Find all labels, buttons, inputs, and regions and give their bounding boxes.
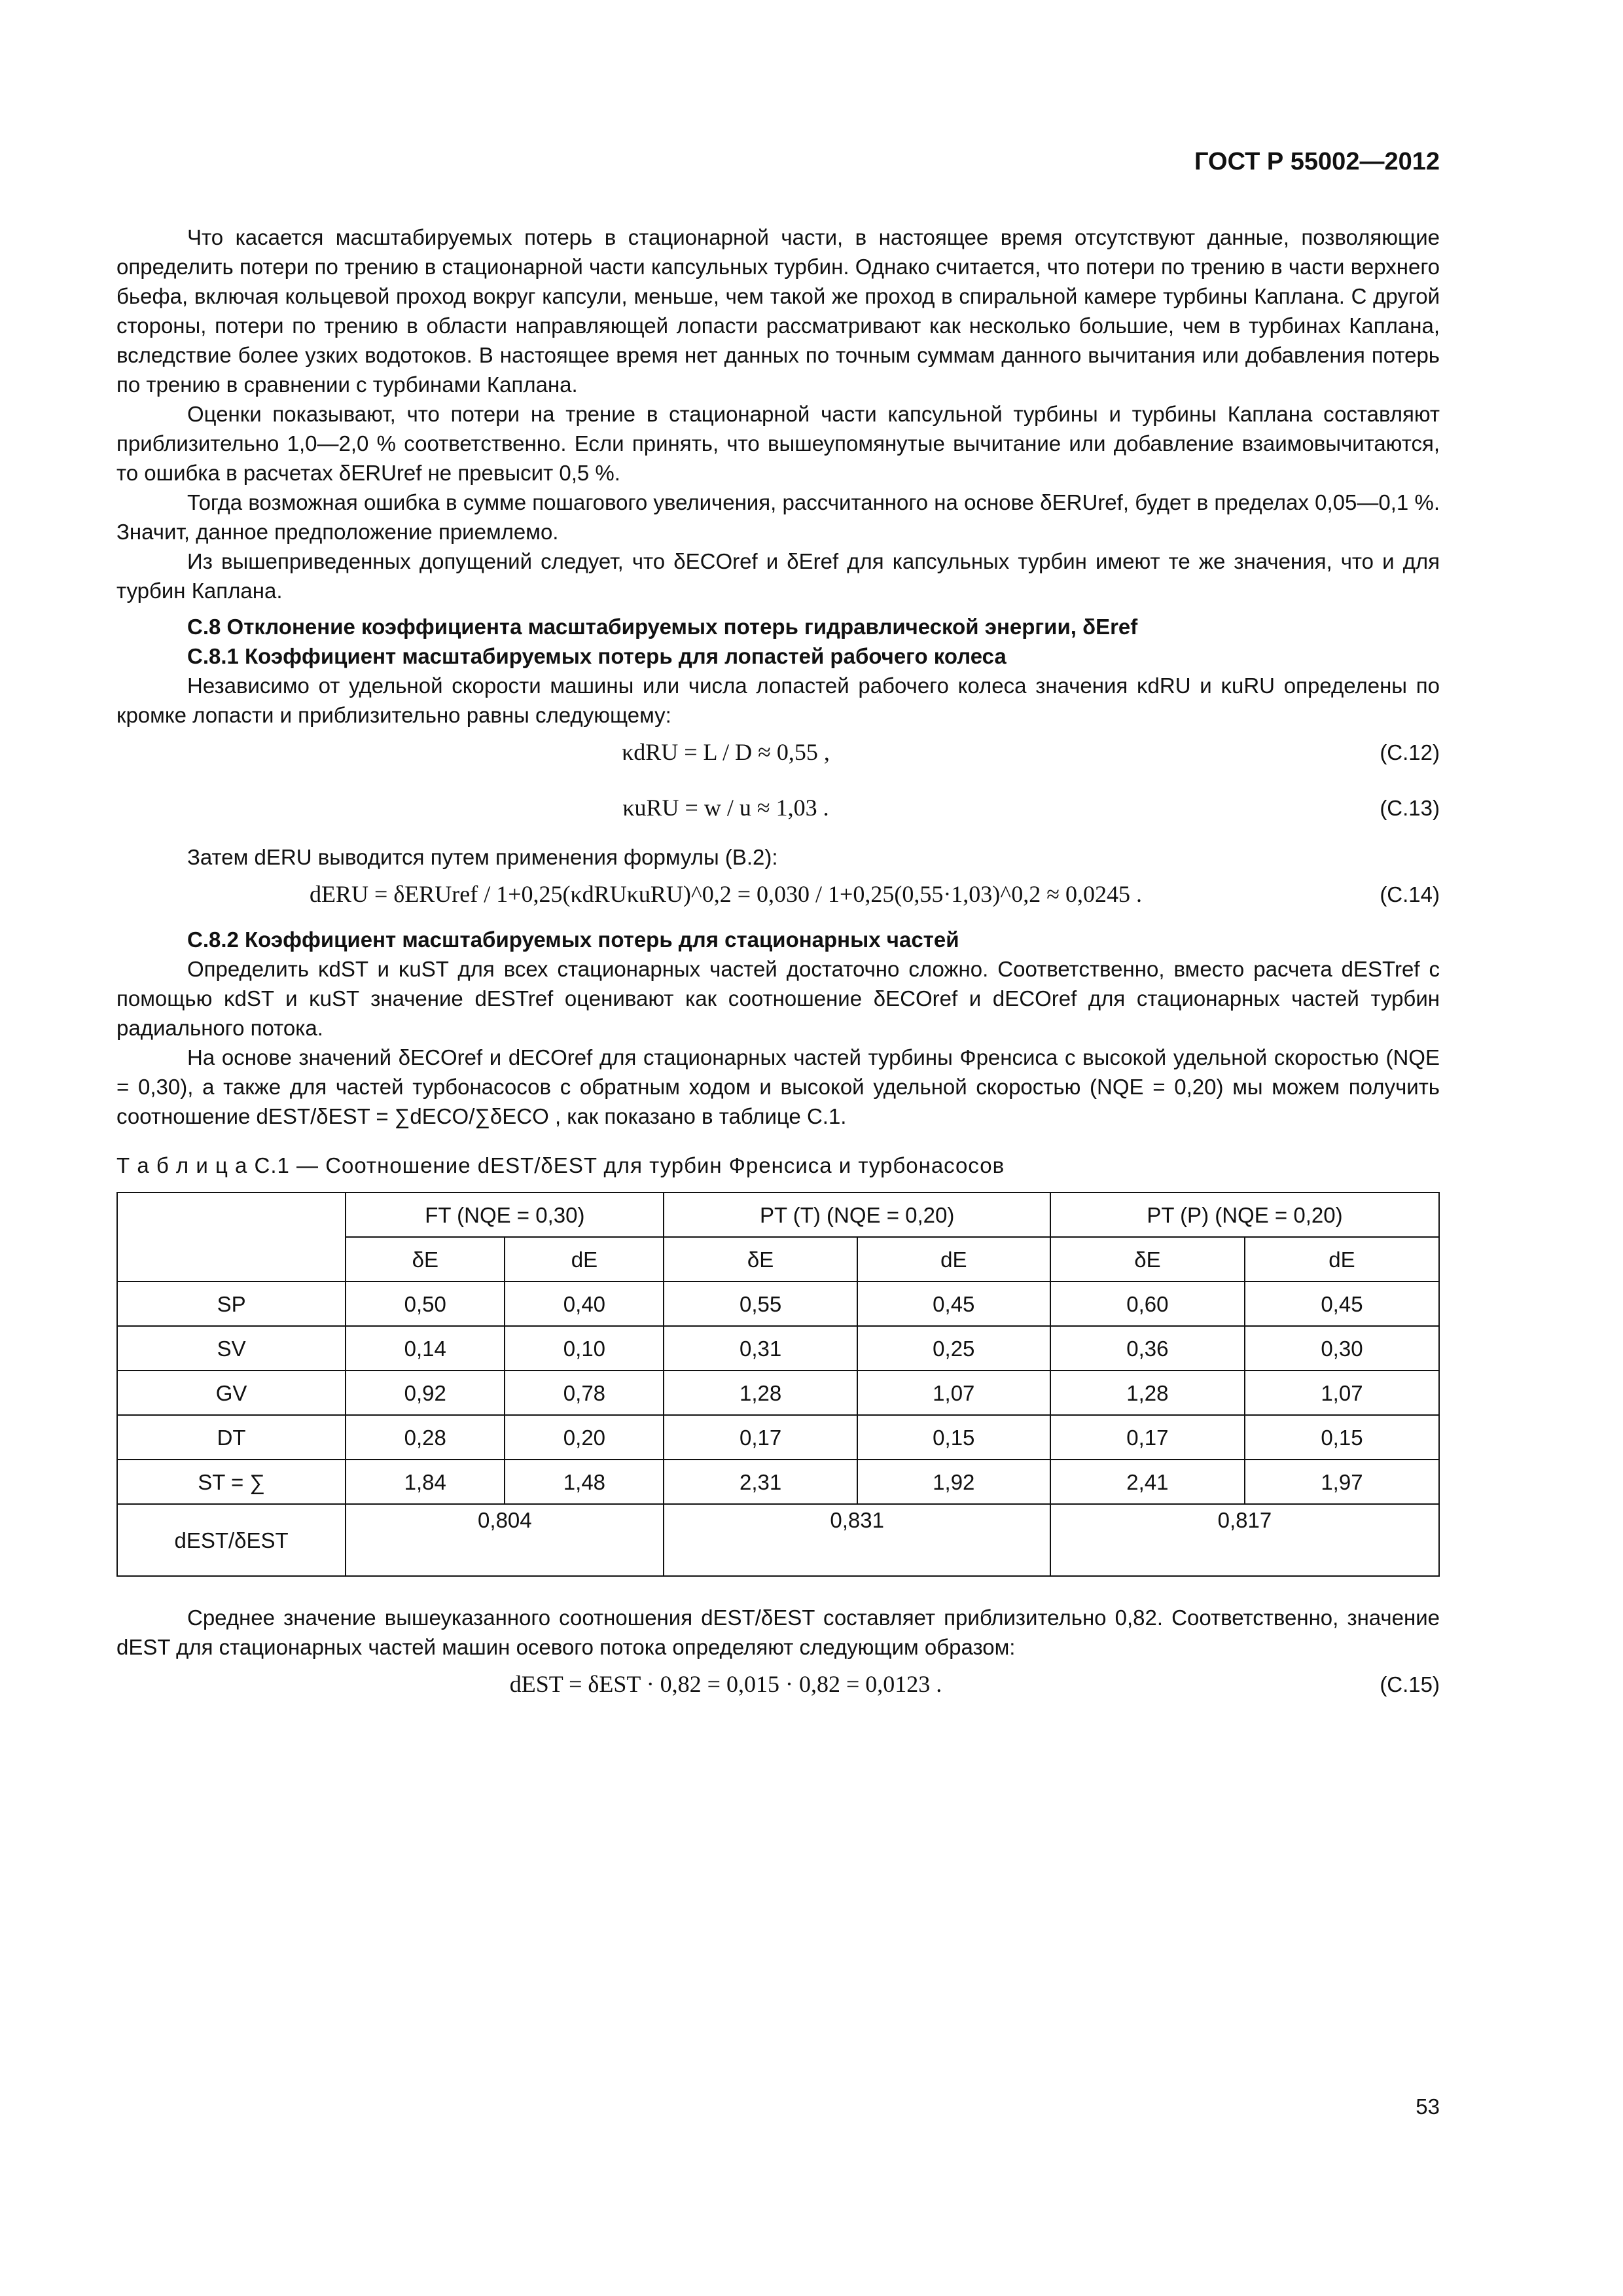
table-cell: 0,28 [346,1415,505,1460]
table-cell: 1,48 [505,1460,664,1504]
sub-header: δE [1050,1237,1245,1282]
table-cell: 0,831 [664,1504,1050,1576]
row-label: ST = ∑ [117,1460,346,1504]
table-cell: 1,92 [857,1460,1050,1504]
subsection-heading: С.8.1 Коэффициент масштабируемых потерь для лопастей рабочего колеса [187,644,1007,668]
equation-c14 [116,880,1440,909]
table-header-row [117,1193,1439,1237]
table-cell: 1,97 [1245,1460,1439,1504]
equation-c13 [116,793,1440,823]
formula: dERU = δERUref / 1+0,25(κdRUκuRU)^0,2 = 0,030 / 1+0,25(0,55·1,03)^0,2 ≈ 0,0245 . [310,881,1142,907]
table-cell: 0,60 [1050,1282,1245,1326]
row-label: SP [117,1282,346,1326]
table-cell: 0,817 [1050,1504,1439,1576]
paragraph: Среднее значение вышеуказанного соотношения dEST/δEST составляет приблизительно 0,82. Соответственно, значение dEST для стационарных частей машин осевого потока определяют следующим образом: [116,1605,1440,1659]
formula: κuRU = w / u ≈ 1,03 . [622,795,829,821]
table-cell: 0,804 [346,1504,664,1576]
table-cell: 0,20 [505,1415,664,1460]
section-heading: С.8 Отклонение коэффициента масштабируемых потерь гидравлической энергии, δEref [187,615,1138,639]
table-cell: 0,15 [857,1415,1050,1460]
table-cell: 0,25 [857,1326,1050,1371]
table-cell: 0,50 [346,1282,505,1326]
equation-c15 [116,1670,1440,1699]
table-cell: 0,17 [1050,1415,1245,1460]
row-label: SV [117,1326,346,1371]
paragraph: Тогда возможная ошибка в сумме пошагового увеличения, рассчитанного на основе δERUref, будет в пределах 0,05—0,1 %. Значит, данное предположение приемлемо. [116,490,1440,544]
paragraph: Определить κdST и κuST для всех стационарных частей достаточно сложно. Соответственно, вместо расчета dESTref с помощью κdST и κuST значение dESTref оценивают как соотношение δECOref и dECOref для стационарных частей турбин радиального потока. [116,957,1440,1040]
table-row [117,1460,1439,1504]
sub-header: dE [857,1237,1050,1282]
subsection-heading: С.8.2 Коэффициент масштабируемых потерь для стационарных частей [187,927,959,952]
table-cell: 0,45 [857,1282,1050,1326]
sub-header: dE [1245,1237,1439,1282]
group-header: FT (NQE = 0,30) [346,1193,664,1237]
table-cell: 0,31 [664,1326,857,1371]
table-cell: 2,31 [664,1460,857,1504]
page-number: 53 [1416,2094,1440,2119]
formula: dEST = δEST · 0,82 = 0,015 · 0,82 = 0,0123 . [509,1671,942,1697]
paragraph: Что касается масштабируемых потерь в стационарной части, в настоящее время отсутствуют данные, позволяющие определить потери по трению в стационарной части капсульных турбин. Однако считается, что потери по трению в части верхнего бьефа, включая кольцевой проход вокруг капсули, меньше, чем такой же проход в спиральной камере турбины Каплана. С другой стороны, потери по трению в области направляющей лопасти рассматривают как несколько большие, чем в турбинах Каплана, вследствие более узких водотоков. В настоящее время нет данных по точным суммам данного вычитания или добавления потерь по трению в сравнении с турбинами Каплана. [116,225,1440,397]
table-row [117,1326,1439,1371]
ratio-row [117,1504,1439,1576]
table-caption: Т а б л и ц а С.1 — Соотношение dEST/δEST для турбин Френсиса и турбонасосов [116,1153,1005,1177]
paragraph: Оценки показывают, что потери на трение в стационарной части капсульной турбины и турбины Каплана составляют приблизительно 1,0—2,0 % соответственно. Если принять, что вышеупомянутые вычитание или добавление взаимовычитаются, то ошибка в расчетах δERUref не превысит 0,5 %. [116,402,1440,485]
table-cell: 0,30 [1245,1326,1439,1371]
table-cell: 0,15 [1245,1415,1439,1460]
table-row [117,1371,1439,1415]
paragraph: Независимо от удельной скорости машины или числа лопастей рабочего колеса значения κdRU и κuRU определены по кромке лопасти и приблизительно равны следующему: [116,673,1440,727]
table-cell: 1,07 [1245,1371,1439,1415]
corner-cell [117,1193,346,1282]
table-cell: 0,45 [1245,1282,1439,1326]
sub-header: δE [346,1237,505,1282]
equation-number: (С.12) [1380,740,1440,764]
table-cell: 0,14 [346,1326,505,1371]
formula: κdRU = L / D ≈ 0,55 , [622,739,830,765]
table-cell: 1,84 [346,1460,505,1504]
table-row [117,1282,1439,1326]
table-cell: 2,41 [1050,1460,1245,1504]
table-cell: 0,17 [664,1415,857,1460]
table-cell: 1,07 [857,1371,1050,1415]
equation-c12 [116,738,1440,767]
paragraph: Затем dERU выводится путем применения формулы (В.2): [187,845,778,869]
table-cell: 1,28 [664,1371,857,1415]
group-header: PT (T) (NQE = 0,20) [664,1193,1050,1237]
sub-header: δE [664,1237,857,1282]
paragraph: На основе значений δECOref и dECOref для стационарных частей турбины Френсиса с высокой удельной скоростью (NQE = 0,30), а также для частей турбонасосов с обратным ходом и высокой удельной скоростью (NQE = 0,20) мы можем получить соотношение dEST/δEST = ∑dECO/∑δECO , как показано в таблице С.1. [116,1045,1440,1128]
row-label: DT [117,1415,346,1460]
document-body [116,223,1440,1707]
table-cell: 0,10 [505,1326,664,1371]
row-label: dEST/δEST [117,1504,346,1576]
ratio-table [116,1192,1440,1577]
document-header: ГОСТ Р 55002—2012 [1194,148,1440,175]
table-cell: 0,55 [664,1282,857,1326]
equation-number: (С.15) [1380,1672,1440,1696]
paragraph: Из вышеприведенных допущений следует, что δECOref и δEref для капсульных турбин имеют те же значения, что и для турбин Каплана. [116,549,1440,603]
table-cell: 0,36 [1050,1326,1245,1371]
table-cell: 0,40 [505,1282,664,1326]
group-header: PT (P) (NQE = 0,20) [1050,1193,1439,1237]
table-cell: 1,28 [1050,1371,1245,1415]
sub-header: dE [505,1237,664,1282]
equation-number: (С.14) [1380,882,1440,906]
equation-number: (С.13) [1380,796,1440,820]
table-cell: 0,92 [346,1371,505,1415]
table-row [117,1415,1439,1460]
row-label: GV [117,1371,346,1415]
table-cell: 0,78 [505,1371,664,1415]
